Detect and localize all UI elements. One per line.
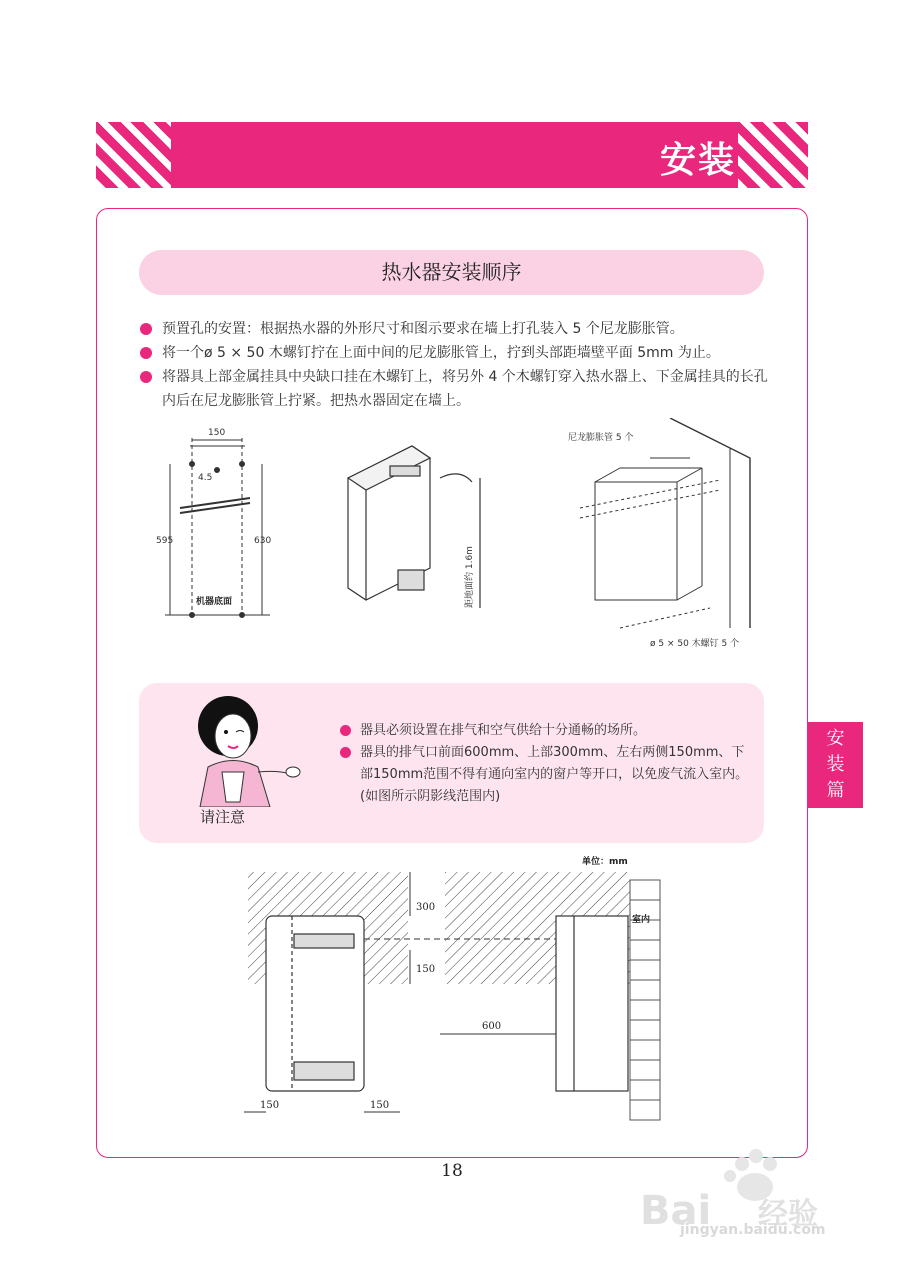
dim-bottom-clearance: 150 [416,964,436,975]
heater-front-view [266,916,364,1091]
install-diagrams [150,418,780,658]
caution-item: 器具的排气口前面600mm、上部300mm、左右两侧150mm、下部150mm范围不得有通向室内的窗户等开口，以免废气流入室内。(如图所示阴影线范围内) [340,742,750,808]
wall-mount-diagram [580,418,750,628]
dim-right-clearance: 150 [370,1100,390,1111]
dim-left-clearance: 150 [260,1100,280,1111]
caution-item: 器具必须设置在排气和空气供给十分通畅的场所。 [340,720,750,742]
dim-top: 150 [208,428,226,438]
watermark-url: jingyan.baidu.com [680,1222,826,1238]
woman-illustration-icon [178,692,308,807]
bullet-dot-icon [340,725,351,736]
page-title: 安装 [659,140,736,181]
step-item: 将器具上部金属挂具中央缺口挂在木螺钉上，将另外 4 个木螺钉穿入热水器上、下金属挂具的长孔内后在尼龙膨胀管上拧紧。把热水器固定在墙上。 [140,365,780,413]
dim-top-clearance: 300 [416,902,436,913]
dim-front-clearance: 600 [482,1021,502,1032]
bullet-dot-icon [340,747,351,758]
dim-right: 630 [254,536,272,546]
section-side-tab: 安 装 篇 [808,722,863,808]
heater-isometric-diagram [348,446,480,608]
bullet-dot-icon [140,323,152,335]
step-item: 将一个ø 5 × 50 木螺钉拧在上面中间的尼龙膨胀管上，拧到头部距墙壁平面 5mm 为止。 [140,341,780,365]
step-item: 预置孔的安置：根据热水器的外形尺寸和图示要求在墙上打孔装入 5 个尼龙膨胀管。 [140,317,780,341]
anchor-label: 尼龙膨胀管 5 个 [568,433,634,443]
hole-template-diagram [165,438,270,618]
banner-stripes-right [738,122,808,188]
svg-text:经验: 经验 [758,1197,818,1232]
install-steps [140,317,780,413]
banner-stripes-left [96,122,171,188]
clearance-diagram [230,850,670,1130]
section-title: 热水器安装顺序 [139,250,764,295]
heater-side-view [556,916,628,1091]
dim-left: 595 [156,536,174,546]
base-label: 机器底面 [196,597,233,607]
unit-label: 单位：mm [582,857,628,867]
caution-list [340,720,750,808]
svg-text:Bai: Bai [640,1188,712,1234]
room-label: 室内 [632,915,651,925]
dim-small: 4.5 [198,473,213,483]
screw-label: ø 5 × 50 木螺钉 5 个 [650,639,740,649]
bullet-dot-icon [140,347,152,359]
note-caption: 请注意 [200,808,246,826]
page-number: 18 [441,1161,463,1181]
bullet-dot-icon [140,371,152,383]
height-label: 距地面约 1.6m [465,546,475,608]
title-banner [96,122,808,188]
